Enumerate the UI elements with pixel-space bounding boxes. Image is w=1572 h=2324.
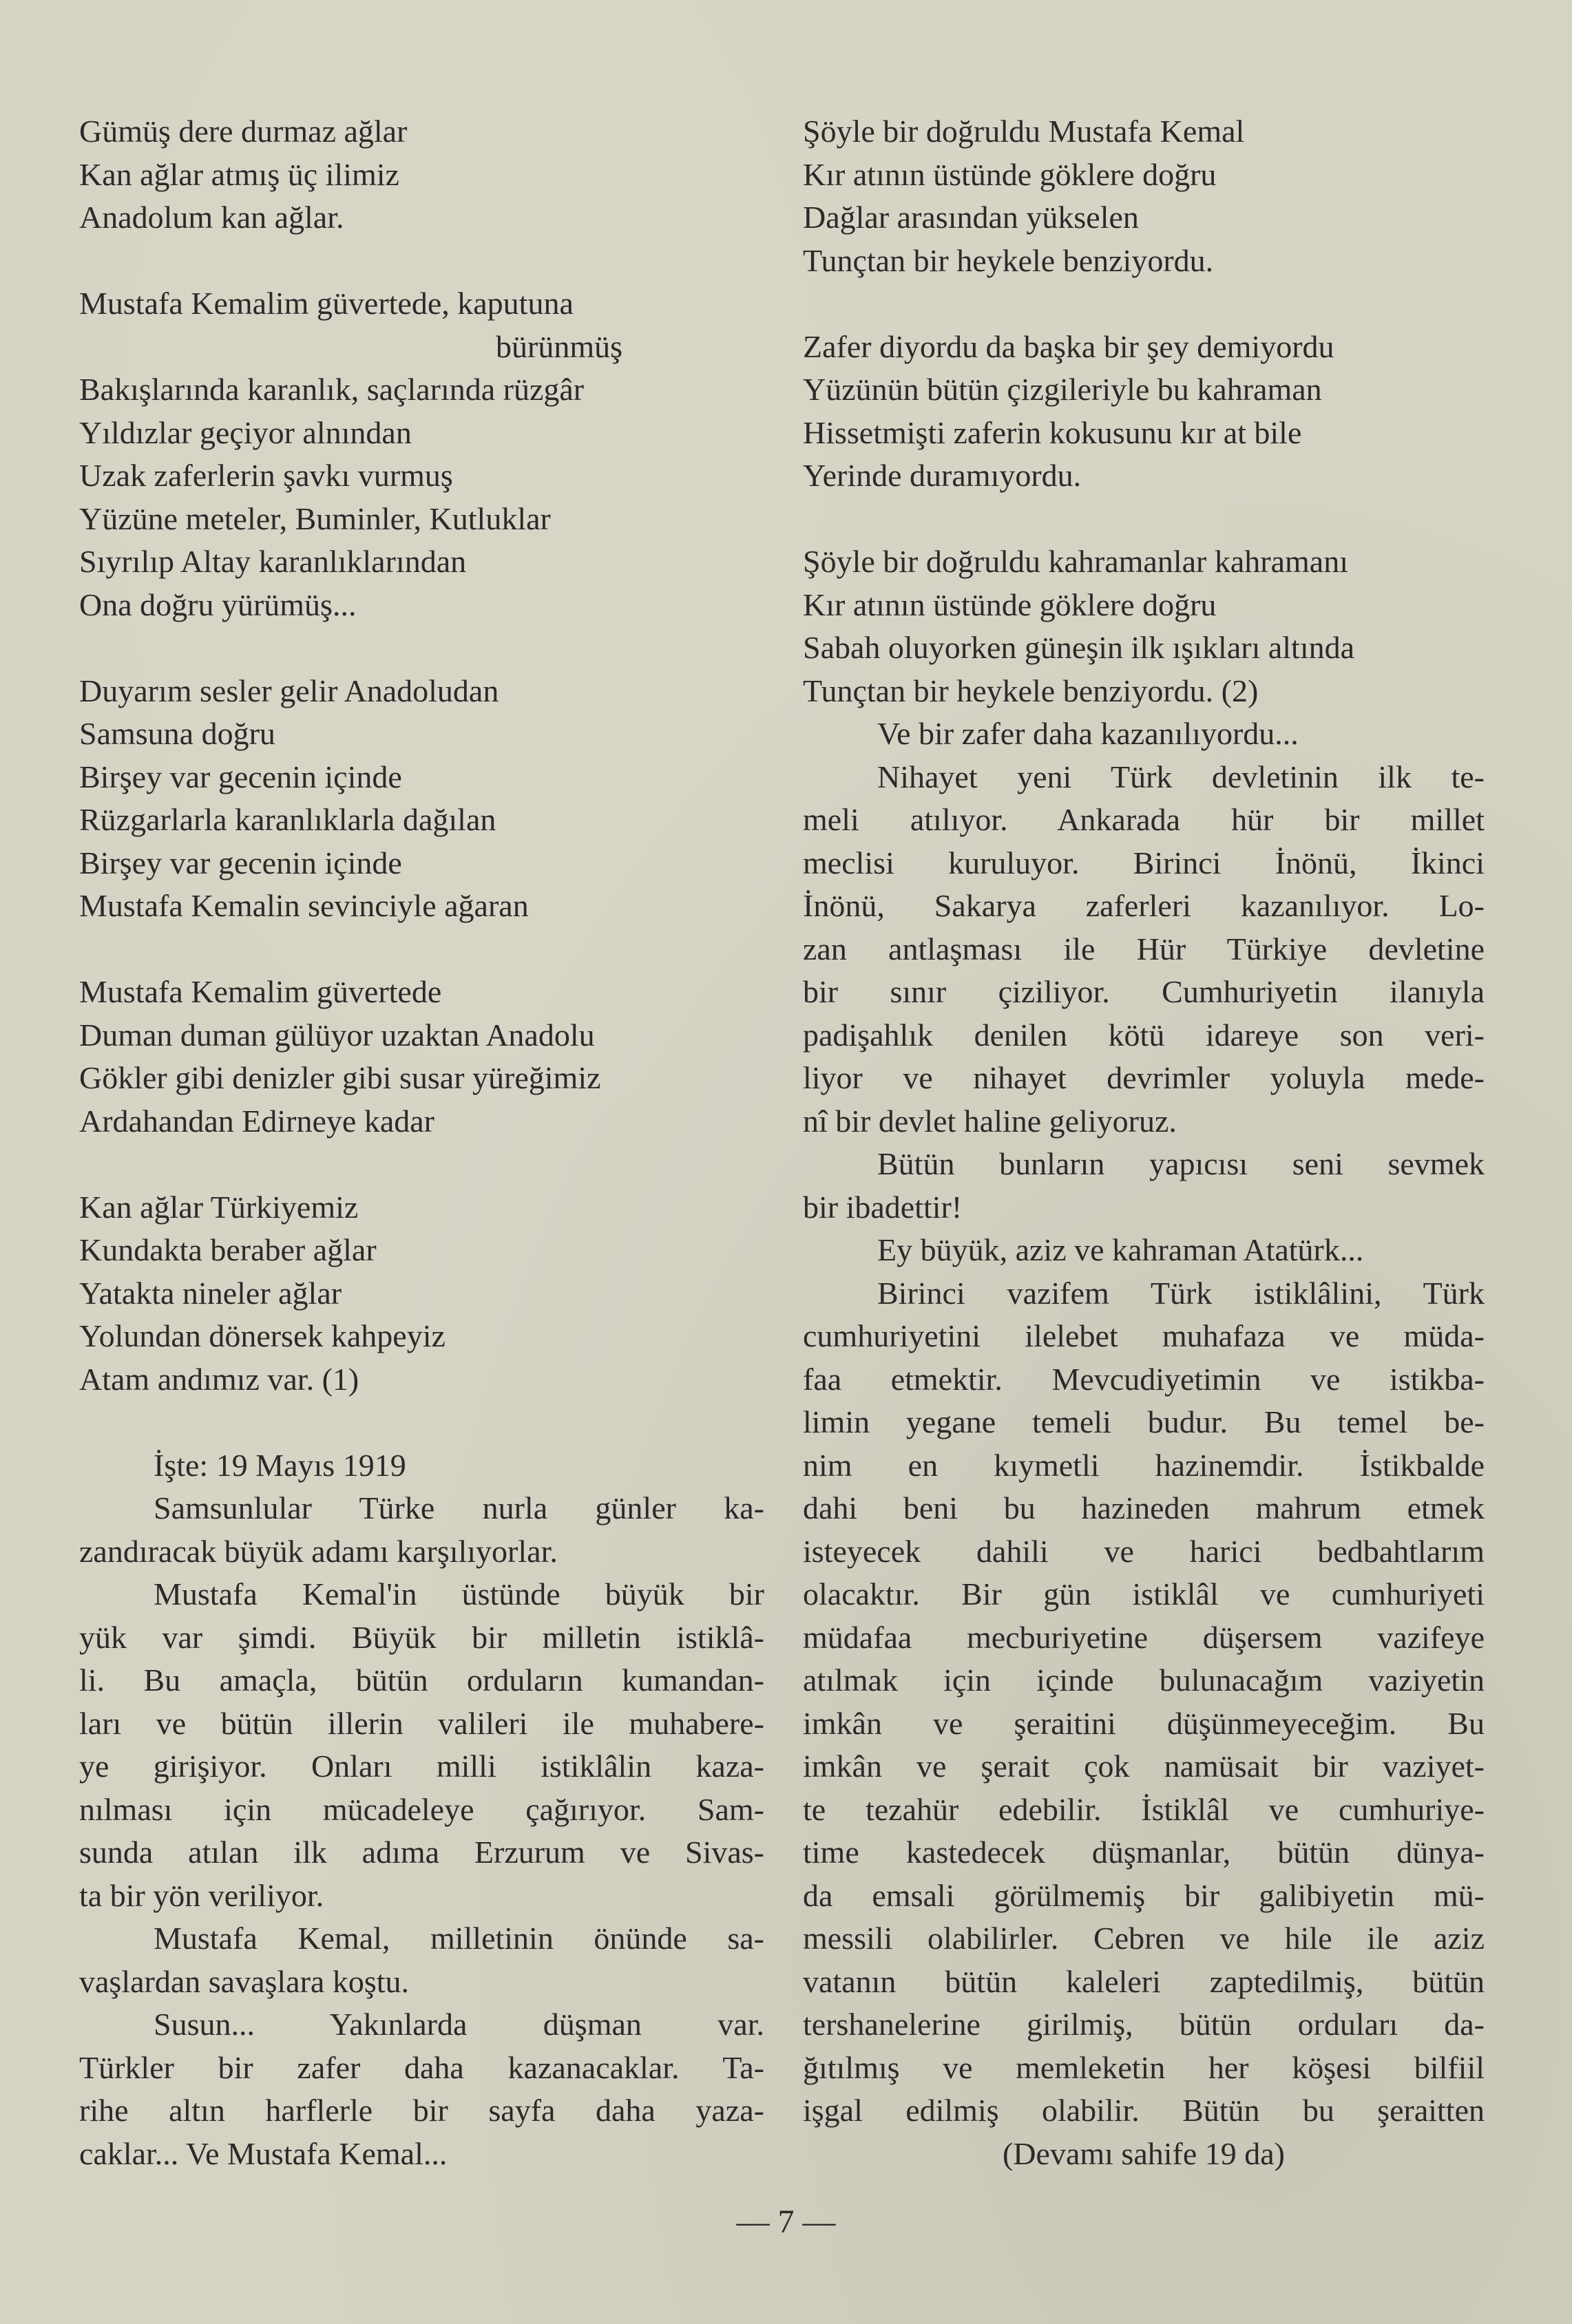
text-line: Mustafa Kemal'in üstünde büyük bir — [154, 1576, 764, 1612]
page-number: — 7 — — [736, 2204, 836, 2240]
text-line: Yatakta nineler ağlar — [79, 1275, 342, 1311]
text-line: Nihayet yeni Türk devletinin ilk te- — [877, 759, 1485, 794]
text-line: Gümüş dere durmaz ağlar — [79, 114, 408, 149]
text-line: bir sınır çiziliyor. Cumhuriyetin ilanıyla — [803, 974, 1485, 1009]
text-line: Gökler gibi denizler gibi susar yüreğimiz — [79, 1060, 601, 1095]
stanza-break — [803, 498, 1485, 541]
text-line: li. Bu amaçla, bütün orduların kumandan- — [79, 1662, 764, 1698]
text-line: Yıldızlar geçiyor alnından — [79, 414, 412, 450]
text-line: işgal edilmiş olabilir. Bütün bu şeraitten — [803, 2093, 1485, 2128]
text-line: Ardahandan Edirneye kadar — [79, 1103, 434, 1139]
text-line: isteyecek dahili ve harici bedbahtlarım — [803, 1533, 1485, 1569]
text-line: zandıracak büyük adamı karşılıyorlar. — [79, 1533, 558, 1569]
text-line: Atam andımız var. (1) — [79, 1361, 359, 1397]
text-line: bir ibadettir! — [803, 1189, 963, 1225]
text-line: Susun... Yakınlarda düşman var. — [154, 2007, 764, 2042]
text-line: Şöyle bir doğruldu kahramanlar kahramanı — [803, 544, 1348, 579]
stanza-break — [803, 282, 1485, 326]
text-line: cumhuriyetini ilelebet muhafaza ve müda- — [803, 1318, 1485, 1353]
text-line: Birşey var gecenin içinde — [79, 845, 402, 880]
text-line: Samsuna doğru — [79, 716, 275, 751]
text-line: Kır atının üstünde göklere doğru — [803, 156, 1217, 192]
right-column — [803, 110, 1485, 2175]
text-line: Uzak zaferlerin şavkı vurmuş — [79, 458, 453, 493]
text-line: imkân ve şerait çok namüsait bir vaziyet- — [803, 1749, 1485, 1784]
text-line: ye girişiyor. Onları milli istiklâlin kaza- — [79, 1749, 764, 1784]
text-line: rihe altın harflerle bir sayfa daha yaza- — [79, 2093, 764, 2128]
text-line: Bütün bunların yapıcısı seni sevmek — [877, 1146, 1485, 1181]
stanza-break — [79, 240, 764, 283]
text-line: meclisi kuruluyor. Birinci İnönü, İkinci — [803, 845, 1485, 880]
text-line: Mustafa Kemal, milletinin önünde sa- — [154, 1921, 764, 1956]
text-line: Şöyle bir doğruldu Mustafa Kemal — [803, 114, 1245, 149]
text-line: Anadolum kan ağlar. — [79, 200, 344, 235]
text-line: ları ve bütün illerin valileri ile muhabere- — [79, 1705, 764, 1741]
left-column — [79, 110, 764, 2175]
text-line: sunda atılan ilk adıma Erzurum ve Sivas- — [79, 1835, 764, 1870]
text-line: İşte: 19 Mayıs 1919 — [154, 1447, 406, 1483]
text-line: imkân ve şeraitini düşünmeyeceğim. Bu — [803, 1705, 1485, 1741]
text-line: Kundakta beraber ağlar — [79, 1232, 377, 1267]
text-line: Samsunlular Türke nurla günler ka- — [154, 1490, 764, 1525]
text-line: atılmak için içinde bulunacağım vaziyetin — [803, 1662, 1485, 1698]
text-line: caklar... Ve Mustafa Kemal... — [79, 2135, 448, 2171]
text-line: Duyarım sesler gelir Anadoludan — [79, 673, 499, 708]
text-line: vatanın bütün kaleleri zaptedilmiş, bütün — [803, 1963, 1485, 1999]
text-line: Mustafa Kemalim güvertede, kaputuna — [79, 286, 574, 321]
text-line: liyor ve nihayet devrimler yoluyla mede- — [803, 1060, 1485, 1095]
text-line: Yüzüne meteler, Buminler, Kutluklar — [79, 500, 551, 536]
text-line: Yolundan dönersek kahpeyiz — [79, 1318, 446, 1353]
text-line: Kan ağlar Türkiyemiz — [79, 1189, 359, 1225]
text-line: Yüzünün bütün çizgileriyle bu kahraman — [803, 372, 1322, 407]
text-line: Sabah oluyorken güneşin ilk ışıkları altında — [803, 630, 1355, 665]
text-line: limin yegane temeli budur. Bu temel be- — [803, 1404, 1485, 1439]
text-line: nim en kıymetli hazinemdir. İstikbalde — [803, 1447, 1485, 1483]
text-line: padişahlık denilen kötü idareye son veri- — [803, 1017, 1485, 1053]
text-line: time kastedecek düşmanlar, bütün dünya- — [803, 1835, 1485, 1870]
stanza-break — [79, 626, 764, 670]
text-line: Yerinde duramıyordu. — [803, 458, 1082, 493]
text-line: Mustafa Kemalim güvertede — [79, 974, 442, 1009]
text-line: Rüzgarlarla karanlıklarla dağılan — [79, 802, 496, 837]
text-line: faa etmektir. Mevcudiyetimin ve istikba- — [803, 1361, 1485, 1397]
text-line: Mustafa Kemalin sevinciyle ağaran — [79, 888, 529, 923]
text-line: Türkler bir zafer daha kazanacaklar. Ta- — [79, 2049, 764, 2085]
text-line: ta bir yön veriliyor. — [79, 1877, 324, 1913]
text-line: Birşey var gecenin içinde — [79, 759, 402, 794]
text-line: Kır atının üstünde göklere doğru — [803, 587, 1217, 622]
text-line: te tezahür edebilir. İstiklâl ve cumhuriye- — [803, 1791, 1485, 1827]
text-line: yük var şimdi. Büyük bir milletin istiklâ- — [79, 1619, 764, 1655]
text-line: Zafer diyordu da başka bir şey demiyordu — [803, 328, 1334, 364]
stanza-break — [79, 1401, 764, 1444]
text-line: Bakışlarında karanlık, saçlarında rüzgâr — [79, 372, 585, 407]
text-line: tershanelerine girilmiş, bütün orduları da- — [803, 2007, 1485, 2042]
text-line: vaşlardan savaşlara koştu. — [79, 1963, 410, 1999]
text-line: (Devamı sahife 19 da) — [1002, 2135, 1285, 2171]
text-line: dahi beni bu hazineden mahrum etmek — [803, 1490, 1485, 1525]
text-line: zan antlaşması ile Hür Türkiye devletine — [803, 931, 1485, 966]
text-line: müdafaa mecburiyetine düşersem vazifeye — [803, 1619, 1485, 1655]
text-line: meli atılıyor. Ankarada hür bir millet — [803, 802, 1485, 837]
text-line: Dağlar arasından yükselen — [803, 200, 1139, 235]
text-line: Hissetmişti zaferin kokusunu kır at bile — [803, 414, 1302, 450]
text-line: Kan ağlar atmış üç ilimiz — [79, 156, 399, 192]
text-line: messili olabilirler. Cebren ve hile ile aziz — [803, 1921, 1485, 1956]
text-line: Sıyrılıp Altay karanlıklarından — [79, 544, 467, 579]
text-line: Birinci vazifem Türk istiklâlini, Türk — [877, 1275, 1485, 1311]
text-line: da emsali görülmemiş bir galibiyetin mü- — [803, 1877, 1485, 1913]
text-line: Tunçtan bir heykele benziyordu. — [803, 242, 1214, 278]
text-line: olacaktır. Bir gün istiklâl ve cumhuriyeti — [803, 1576, 1485, 1612]
text-line: Ona doğru yürümüş... — [79, 587, 357, 622]
text-line: nılması için mücadeleye çağırıyor. Sam- — [79, 1791, 764, 1827]
text-line: bürünmüş — [496, 328, 622, 364]
stanza-break — [79, 928, 764, 971]
text-line: nî bir devlet haline geliyoruz. — [803, 1103, 1177, 1139]
text-line: Ey büyük, aziz ve kahraman Atatürk... — [877, 1232, 1364, 1267]
text-line: İnönü, Sakarya zaferleri kazanılıyor. Lo- — [803, 888, 1485, 923]
text-line: Duman duman gülüyor uzaktan Anadolu — [79, 1017, 595, 1053]
stanza-break — [79, 1143, 764, 1186]
text-line: ğıtılmış ve memleketin her köşesi bilfiil — [803, 2049, 1485, 2085]
text-line: Tunçtan bir heykele benziyordu. (2) — [803, 673, 1259, 708]
text-line: Ve bir zafer daha kazanılıyordu... — [877, 716, 1299, 751]
